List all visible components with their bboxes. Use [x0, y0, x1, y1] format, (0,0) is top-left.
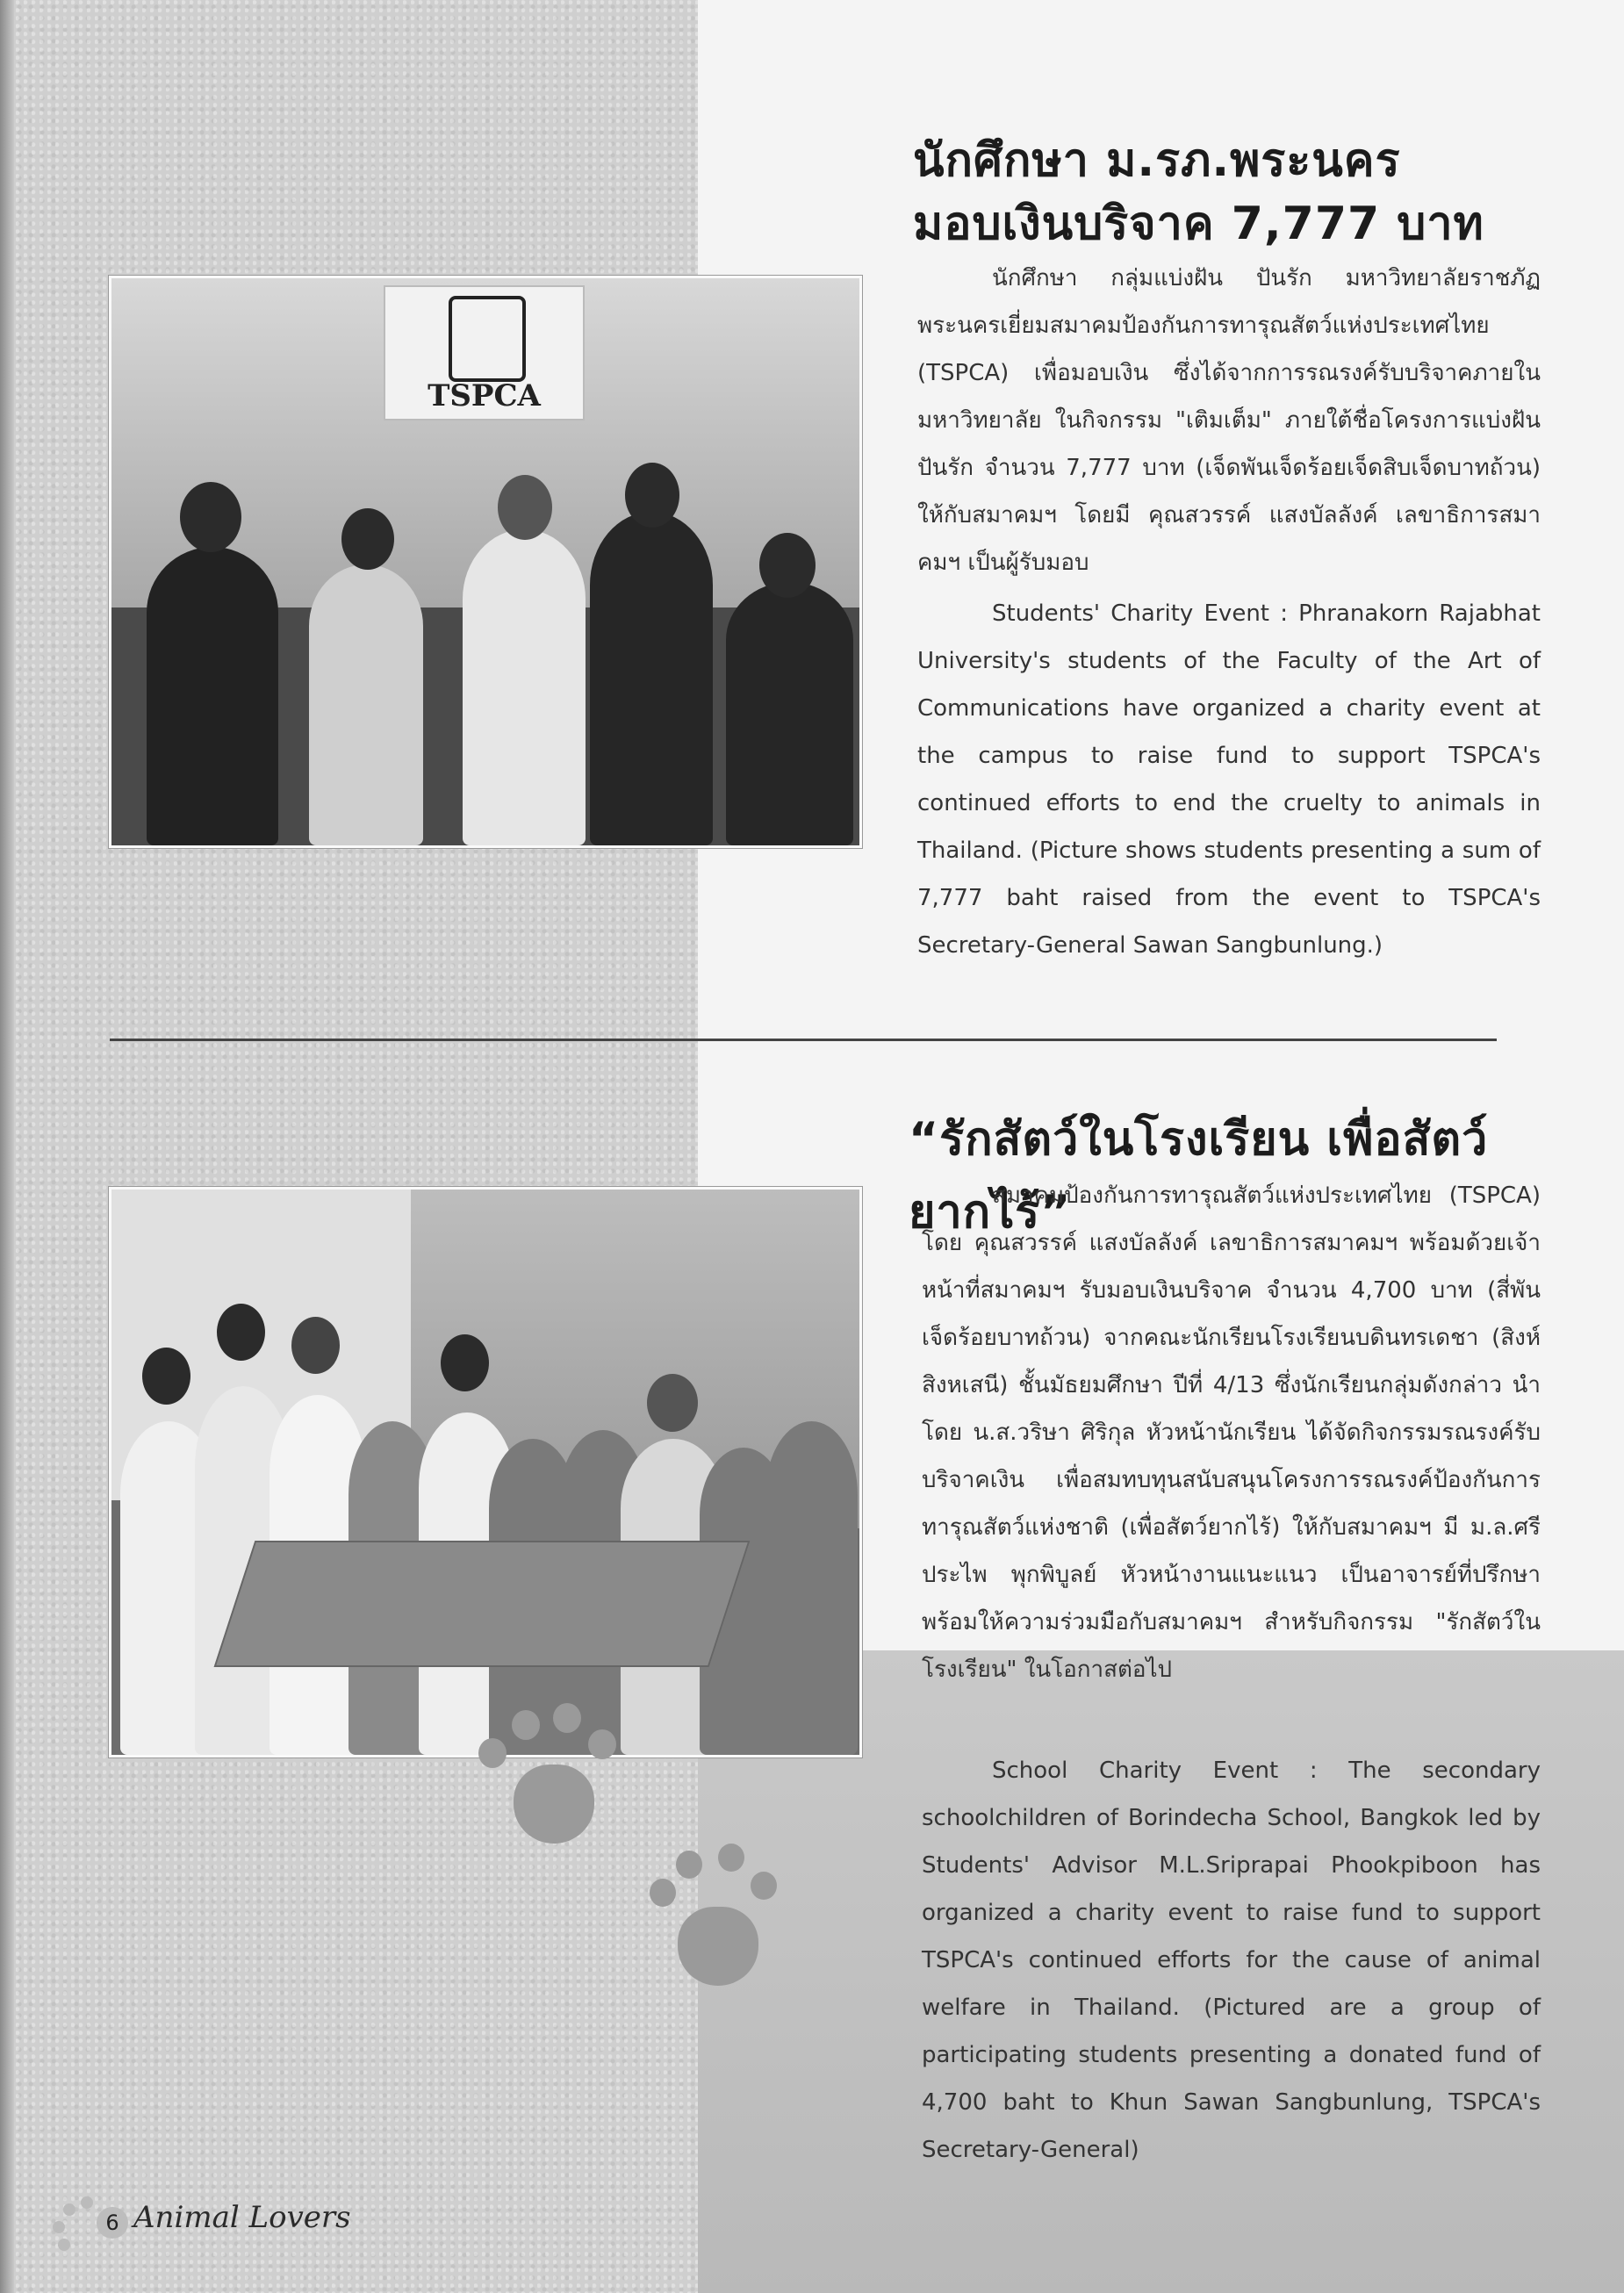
tspca-sign-text: TSPCA: [428, 378, 541, 413]
person-figure: [463, 529, 586, 845]
person-head: [625, 463, 679, 528]
person-figure: [147, 547, 278, 845]
person-figure: [309, 564, 423, 845]
article2-photo: [109, 1187, 862, 1757]
article2-thai-body: สมาคมป้องกันการทารุณสัตว์แห่งประเทศไทย (TSPCA) โดย คุณสวรรค์ แสงบัลลังค์ เลขาธิการสมาคมฯ พร้อมด้วยเจ้าหน้าที่สมาคมฯ รับมอบเงินบริจาค จำนวน 4,700 บาท (สี่พันเจ็ดร้อยบาทถ้วน) จากคณะนักเรียนโรงเรียนบดินทรเดชา (สิงห์ สิงหเสนี) ชั้นมัธยมศึกษา ปีที่ 4/13 ซึ่งนักเรียนกลุ่มดังกล่าว นำโดย น.ส.วริษา ศิริกุล หัวหน้านักเรียน ได้จัดกิจกรรมรณรงค์รับบริจาคเงิน เพื่อสมทบทุนสนับสนุนโครงการรณรงค์ป้องกันการทารุณสัตว์แห่งชาติ (เพื่อสัตว์ยากไร้) ให้กับสมาคมฯ มี ม.ล.ศรีประไพ พุกพิบูลย์ หัวหน้างานแนะแนว เป็นอาจารย์ที่ปรึกษา พร้อมให้ความร่วมมือกับสมาคมฯ สำหรับกิจกรรม "รักสัตว์ในโรงเรียน" ในโอกาสต่อไป: [922, 1182, 1541, 1683]
person-figure: [726, 582, 853, 845]
page-spine: [0, 0, 14, 2293]
person-figure: [590, 512, 713, 845]
magazine-name: Animal Lovers: [133, 2200, 351, 2235]
photo-table: [214, 1541, 751, 1667]
article1-photo: [109, 276, 862, 848]
person-head: [647, 1374, 698, 1432]
article1-english-body: Students' Charity Event : Phranakorn Rajabhat University's students of the Faculty of the Art of Communications have organized a charity event at the campus to raise fund to support TSPCA's continued efforts to end the cruelty to animals in Thailand. (Picture shows students presenting a sum of 7,777 baht raised from the event to TSPCA's Secretary-General Sawan Sangbunlung.): [917, 600, 1541, 959]
person-head: [142, 1348, 190, 1405]
person-figure: [765, 1421, 858, 1755]
tspca-sign: [384, 285, 585, 421]
tspca-logo-icon: [449, 296, 526, 382]
person-head: [441, 1334, 489, 1391]
person-head: [341, 508, 394, 570]
article2-headline: “รักสัตว์ในโรงเรียน เพื่อสัตว์ยากไร้”: [909, 1113, 1489, 1239]
person-head: [498, 475, 552, 540]
person-head: [217, 1304, 265, 1361]
article2-english-body: School Charity Event : The secondary schoolchildren of Borindecha School, Bangkok led by Students' Advisor M.L.Sriprapai Phookpiboon has organized a charity event to raise fund to support TSPCA's continued efforts for the cause of animal welfare in Thailand. (Pictured are a group of participating students presenting a donated fund of 4,700 baht to Khun Sawan Sangbunlung, TSPCA's Secretary-General): [922, 1757, 1541, 2163]
person-head: [759, 533, 816, 598]
section-divider: [110, 1039, 1497, 1041]
article1-thai-body: นักศึกษา กลุ่มแบ่งฝัน ปันรัก มหาวิทยาลัยราชภัฏพระนครเยี่ยมสมาคมป้องกันการทารุณสัตว์แห่งประเทศไทย (TSPCA) เพื่อมอบเงิน ซึ่งได้จากการรณรงค์รับบริจาคภายในมหาวิทยาลัย ในกิจกรรม "เติมเต็ม" ภายใต้ชื่อโครงการแบ่งฝัน ปันรัก จำนวน 7,777 บาท (เจ็ดพันเจ็ดร้อยเจ็ดสิบเจ็ดบาทถ้วน) ให้กับสมาคมฯ โดยมี คุณสวรรค์ แสงบัลลังค์ เลขาธิการสมาคมฯ เป็นผู้รับมอบ: [917, 265, 1541, 576]
article1-headline-line2: มอบเงินบริจาค 7,777 บาท: [913, 198, 1484, 250]
person-head: [180, 482, 241, 552]
article1-headline-line1: นักศึกษา ม.รภ.พระนคร: [913, 134, 1401, 187]
person-head: [291, 1317, 340, 1374]
page-number: 6: [97, 2207, 128, 2239]
